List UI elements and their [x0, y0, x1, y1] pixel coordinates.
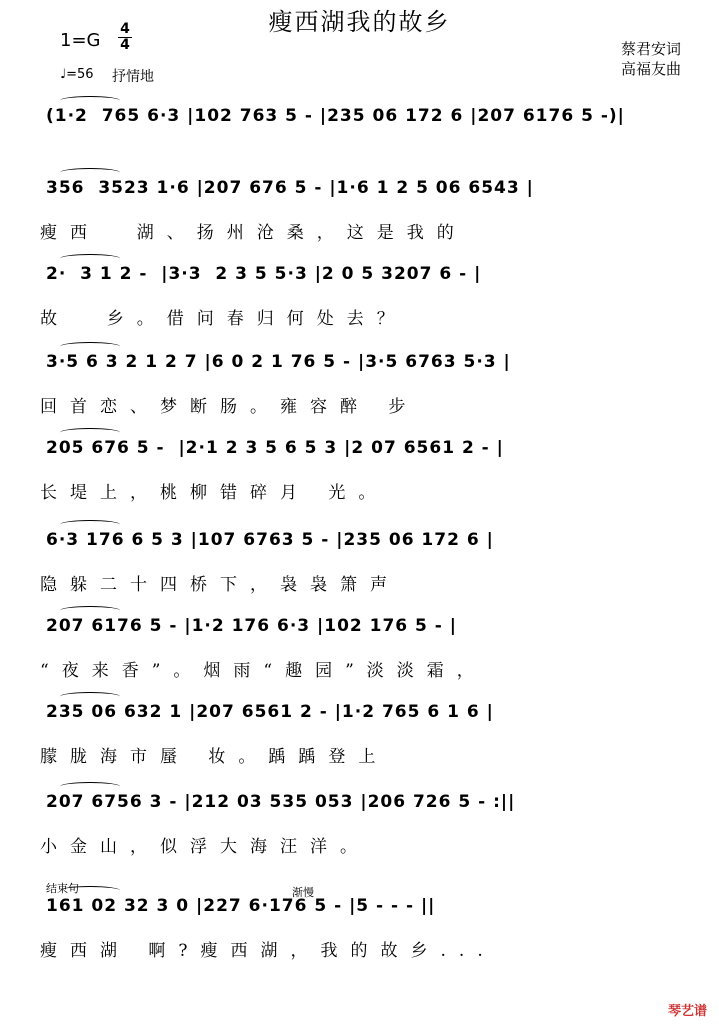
- notation-line: 207 6176 5 - |1·2 176 6·3 |102 176 5 - |: [46, 616, 457, 636]
- lyrics-line: 故 乡。借问春归何处去？: [40, 309, 407, 329]
- ending-label: 结束句: [46, 882, 79, 895]
- notation-line: 2· 3 1 2 - |3·3 2 3 5 5·3 |2 0 5 3207 6 - |: [46, 264, 482, 284]
- lyrics-line: 隐躲二十四桥下，袅袅箫声: [40, 575, 400, 595]
- slur: [60, 254, 120, 263]
- lyrics-line: 朦胧海市蜃 妆。踽踽登上: [40, 747, 389, 767]
- slur: [60, 520, 120, 529]
- notation-line: 356 3523 1·6 |207 676 5 - |1·6 1 2 5 06 6543 |: [46, 178, 534, 198]
- score-system: [40, 100, 680, 140]
- lyrics-line: 瘦西湖 啊?瘦西湖，我的故乡...: [40, 941, 496, 961]
- meter-bottom: 4: [120, 37, 130, 53]
- score-system: [40, 432, 680, 472]
- key-signature: 1=G: [60, 30, 101, 51]
- slow-label: 渐慢: [292, 886, 314, 899]
- lyrics-line: 回首恋、梦断肠。雍容醉 步: [40, 397, 419, 417]
- score-system: [40, 346, 680, 386]
- notation-line: 3·5 6 3 2 1 2 7 |6 0 2 1 76 5 - |3·5 6763 5·3 |: [46, 352, 511, 372]
- score-system: [40, 524, 680, 564]
- score-system: [40, 258, 680, 298]
- tempo-mark: ♩=56: [60, 67, 94, 82]
- score-system: [40, 610, 680, 650]
- slur: [60, 428, 120, 437]
- score-system: [40, 172, 680, 212]
- slur: [60, 96, 120, 105]
- slur: [60, 782, 120, 791]
- slur: [60, 342, 120, 351]
- meter-top: 4: [120, 21, 130, 37]
- lyrics-line: 瘦西 湖、扬州沧桑，这是我的: [40, 223, 467, 243]
- score-system: [40, 696, 680, 736]
- lyricist: 蔡君安词: [620, 40, 681, 58]
- slur: [60, 606, 120, 615]
- site-logo: 琴艺谱: [667, 1004, 707, 1019]
- lyrics-line: “夜来香”。烟雨“趣园”淡淡霜，: [40, 661, 487, 681]
- expression-mark: 抒情地: [112, 69, 154, 85]
- notation-line: 235 06 632 1 |207 6561 2 - |1·2 765 6 1 6 |: [46, 702, 494, 722]
- score-system: [40, 890, 680, 930]
- song-title: 瘦西湖我的故乡: [268, 8, 451, 36]
- notation-line: (1·2 765 6·3 |102 763 5 - |235 06 172 6 |207 6176 5 -)|: [46, 106, 625, 126]
- lyrics-line: 长堤上，桃柳错碎月 光。: [40, 483, 389, 503]
- notation-line: 161 02 32 3 0 |227 6·176 5 - |5 - - - ||: [46, 896, 436, 916]
- time-signature: [118, 22, 132, 53]
- notation-line: 6·3 176 6 5 3 |107 6763 5 - |235 06 172 6 |: [46, 530, 494, 550]
- lyrics-line: 小金山，似浮大海汪洋。: [40, 837, 370, 857]
- notation-line: 207 6756 3 - |212 03 535 053 |206 726 5 - :||: [46, 792, 516, 812]
- score-system: [40, 786, 680, 826]
- slur: [60, 168, 120, 177]
- composer: 高福友曲: [620, 60, 681, 78]
- slur: [60, 692, 120, 701]
- notation-line: 205 676 5 - |2·1 2 3 5 6 5 3 |2 07 6561 2 - |: [46, 438, 504, 458]
